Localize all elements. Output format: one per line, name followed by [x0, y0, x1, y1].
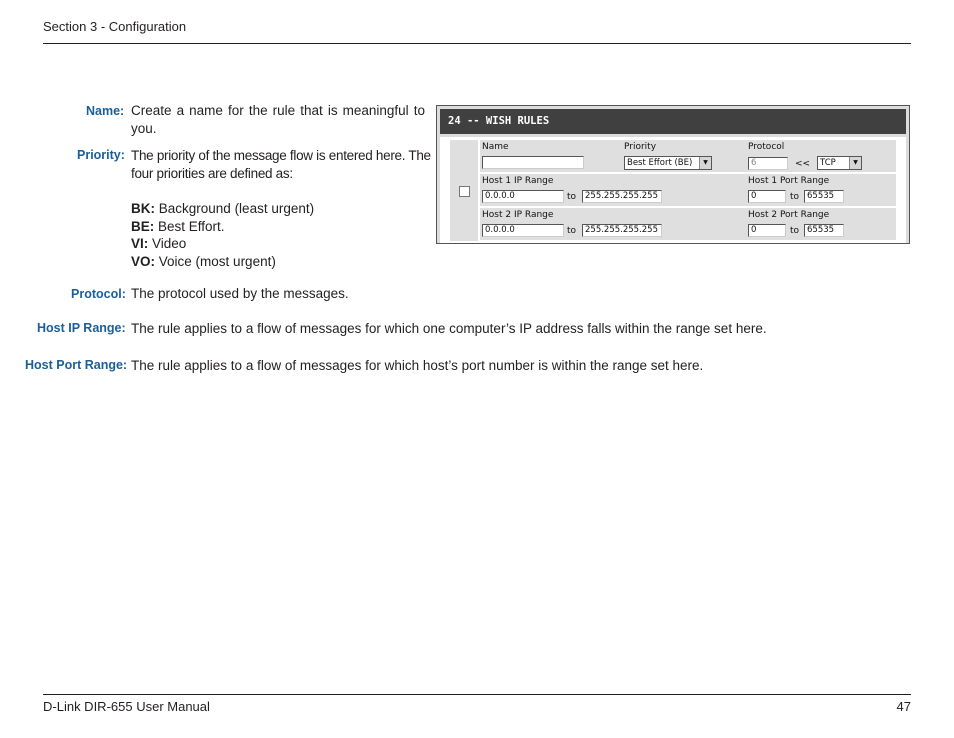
name-cell	[480, 140, 622, 172]
header-divider	[43, 43, 911, 44]
host1-port-to: to	[790, 192, 800, 202]
host2-port-end-input[interactable]: 65535	[804, 224, 844, 237]
rule-enable-checkbox[interactable]	[459, 186, 470, 197]
chevron-down-icon: ▼	[849, 157, 861, 169]
manual-title: D-Link DIR-655 User Manual	[43, 699, 210, 714]
term-host-ip-range: Host IP Range:	[37, 321, 126, 335]
name-label: Name	[482, 142, 509, 152]
host2-ip-cell	[480, 208, 746, 240]
priority-cell	[622, 140, 746, 172]
protocol-label: Protocol	[748, 142, 785, 152]
host1-ip-label: Host 1 IP Range	[482, 176, 554, 186]
host2-port-cell	[746, 208, 898, 240]
priority-level-vo: VO: Voice (most urgent)	[131, 253, 276, 269]
protocol-cell	[746, 140, 898, 172]
protocol-number-input[interactable]: 6	[748, 157, 788, 170]
host1-port-label: Host 1 Port Range	[748, 176, 830, 186]
rule-row-name	[480, 140, 896, 172]
priority-level-bk: BK: Background (least urgent)	[131, 201, 315, 216]
host1-ip-to: to	[567, 192, 577, 202]
term-name: Name:	[86, 104, 125, 118]
desc-protocol: The protocol used by the messages.	[131, 286, 349, 301]
desc-priority: The priority of the message flow is entered here. The four priorities are defined as:	[131, 148, 431, 181]
desc-host-port-range: The rule applies to a flow of messages for which host’s port number is within the range set here.	[131, 358, 704, 373]
footer-divider	[43, 694, 911, 695]
priority-label: Priority	[624, 142, 657, 152]
section-header: Section 3 - Configuration	[43, 19, 187, 34]
priority-levels	[131, 200, 391, 270]
host1-ip-end-input[interactable]: 255.255.255.255	[582, 190, 662, 203]
term-protocol: Protocol:	[71, 287, 126, 301]
rule-row-host1	[480, 174, 896, 206]
desc-name: Create a name for the rule that is meaningful to you.	[131, 103, 425, 136]
rule-enable-cell	[450, 140, 478, 241]
host1-port-cell	[746, 174, 898, 206]
wish-rules-form	[440, 137, 906, 243]
host1-port-start-input[interactable]: 0	[748, 190, 786, 203]
host2-port-label: Host 2 Port Range	[748, 210, 830, 220]
term-priority: Priority:	[77, 148, 125, 162]
protocol-select[interactable]: TCP ▼	[817, 156, 862, 170]
host1-ip-start-input[interactable]: 0.0.0.0	[482, 190, 564, 203]
host1-port-end-input[interactable]: 65535	[804, 190, 844, 203]
chevron-down-icon: ▼	[699, 157, 711, 169]
host2-port-start-input[interactable]: 0	[748, 224, 786, 237]
term-host-port-range: Host Port Range:	[25, 358, 128, 372]
host2-ip-end-input[interactable]: 255.255.255.255	[582, 224, 662, 237]
priority-select[interactable]: Best Effort (BE) ▼	[624, 156, 712, 170]
host2-ip-to: to	[567, 226, 577, 236]
host2-port-to: to	[790, 226, 800, 236]
priority-level-be: BE: Best Effort.	[131, 218, 225, 234]
host1-ip-cell	[480, 174, 746, 206]
wish-rules-screenshot	[436, 105, 910, 244]
name-input[interactable]	[482, 156, 584, 169]
desc-host-ip-range: The rule applies to a flow of messages for which one computer’s IP address falls within the range set here.	[131, 321, 767, 336]
page-number: 47	[896, 699, 911, 714]
rule-row-host2	[480, 208, 896, 240]
wish-rules-title-bar: 24 -- WISH RULES	[440, 109, 906, 134]
host2-ip-label: Host 2 IP Range	[482, 210, 554, 220]
host2-ip-start-input[interactable]: 0.0.0.0	[482, 224, 564, 237]
protocol-copy-arrow: <<	[795, 159, 811, 169]
priority-level-vi: VI: Video	[131, 236, 187, 251]
